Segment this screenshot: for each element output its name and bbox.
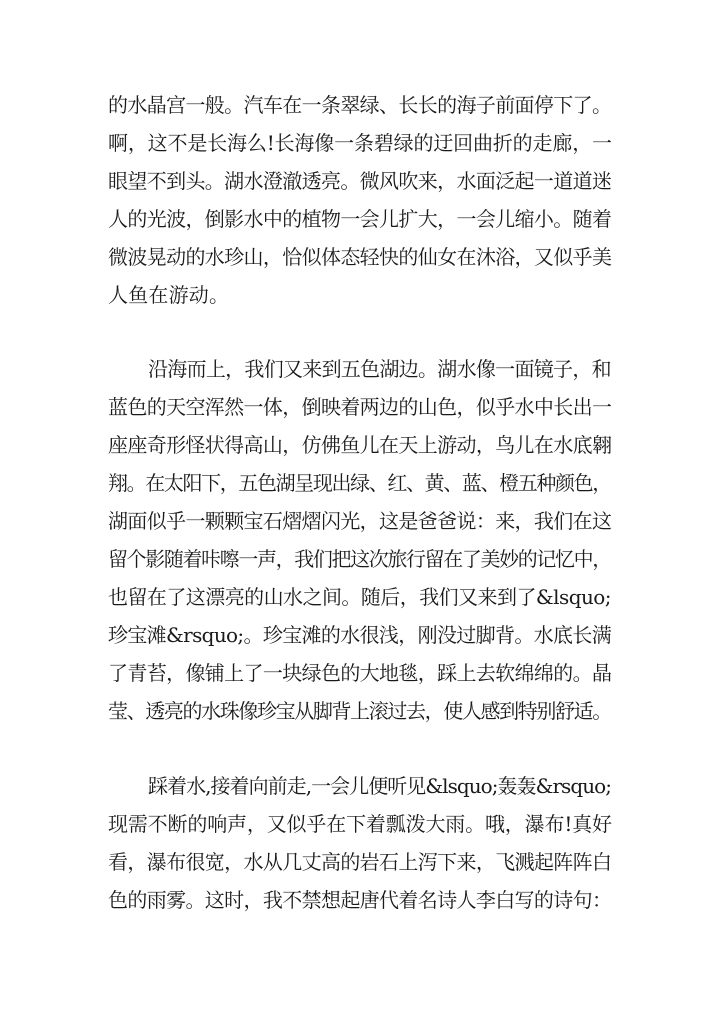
paragraph-1-line-6: 人鱼在游动。 (108, 283, 230, 307)
paragraph-2-line-7: 也留在了这漂亮的山水之间。随后，我们又来到了&lsquo; (108, 585, 611, 609)
paragraph-2-line-4: 翔。在太阳下，五色湖呈现出绿、红、黄、蓝、橙五种颜色， (108, 471, 611, 495)
paragraph-2-line-9: 了青苔，像铺上了一块绿色的大地毯，踩上去软绵绵的。晶 (108, 661, 612, 685)
paragraph-3-line-3: 看，瀑布很宽，水从几丈高的岩石上泻下来，飞溅起阵阵白 (108, 850, 612, 874)
paragraph-1-line-5: 微波晃动的水珍山，恰似体态轻快的仙女在沐浴，又似乎美 (108, 245, 612, 269)
paragraph-3-line-4: 色的雨雾。这时，我不禁想起唐代着名诗人李白写的诗句： (108, 888, 612, 912)
paragraph-1-line-1: 的水晶宫一般。汽车在一条翠绿、长长的海子前面停下了。 (108, 93, 612, 117)
paragraph-2-line-1: 沿海而上，我们又来到五色湖边。湖水像一面镜子，和 (148, 357, 611, 381)
paragraph-2-line-3: 座座奇形怪状得高山，仿佛鱼儿在天上游动，鸟儿在水底翱 (108, 433, 612, 457)
paragraph-3-line-2: 现需不断的响声，又似乎在下着瓢泼大雨。哦，瀑布!真好 (108, 812, 612, 836)
paragraph-2-line-10: 莹、透亮的水珠像珍宝从脚背上滚过去，使人感到特别舒适。 (108, 699, 611, 723)
paragraph-1-line-4: 人的光波，倒影水中的植物一会儿扩大，一会儿缩小。随着 (108, 207, 612, 231)
paragraph-2-line-8: 珍宝滩&rsquo;。珍宝滩的水很浅，刚没过脚背。水底长满 (108, 623, 612, 647)
paragraph-1-line-2: 啊，这不是长海么!长海像一条碧绿的迂回曲折的走廊，一 (108, 131, 612, 155)
paragraph-3-line-1: 踩着水,接着向前走,一会儿便听见&lsquo;轰轰&rsquo; (148, 774, 611, 798)
paragraph-2-line-6: 留个影随着咔嚓一声，我们把这次旅行留在了美妙的记忆中， (108, 547, 611, 571)
paragraph-1-line-3: 眼望不到头。湖水澄澈透亮。微风吹来，水面泛起一道道迷 (108, 169, 612, 193)
paragraph-2-line-5: 湖面似乎一颗颗宝石熠熠闪光，这是爸爸说：来，我们在这 (108, 509, 612, 533)
paragraph-2-line-2: 蓝色的天空浑然一体，倒映着两边的山色，似乎水中长出一 (108, 395, 612, 419)
